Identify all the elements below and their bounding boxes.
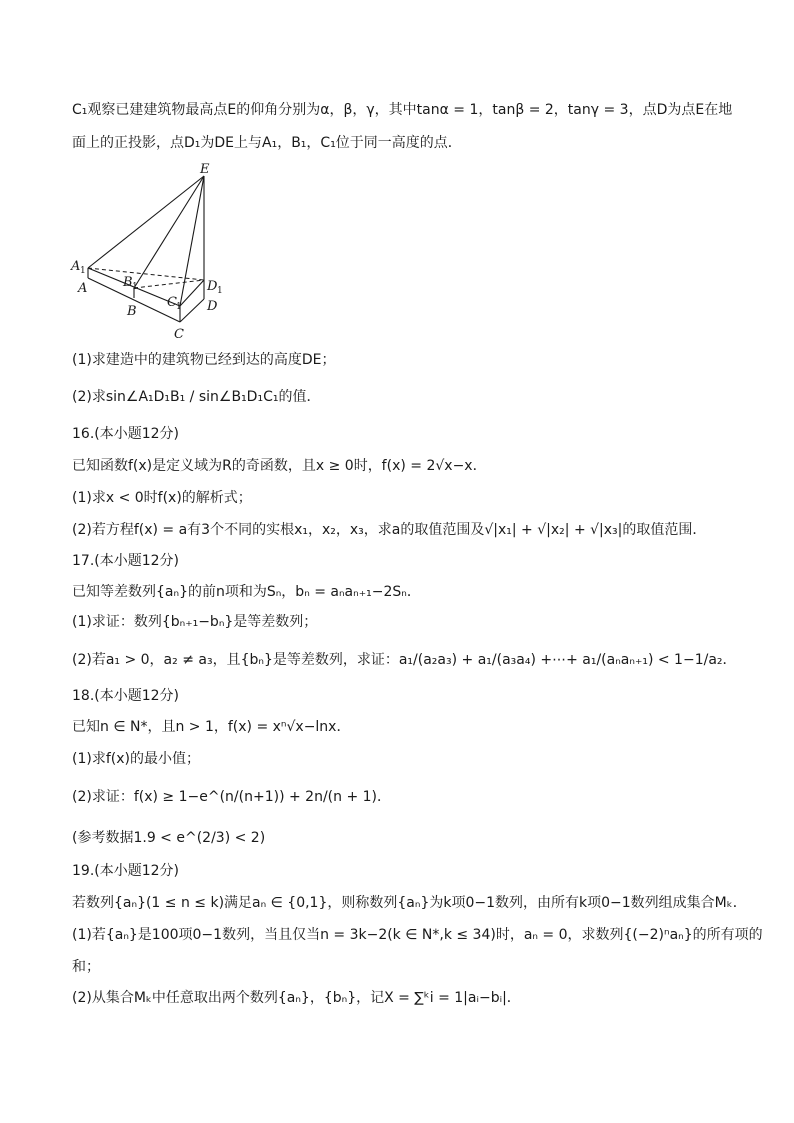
label-B1-sub: 1 bbox=[132, 282, 138, 292]
q18-reference: (参考数据1.9 < e^(2/3) < 2) bbox=[72, 830, 266, 846]
q16-header: 16.(本小题12分) bbox=[72, 426, 180, 442]
q19-part1-line2: 和； bbox=[72, 959, 100, 975]
label-E: E bbox=[200, 162, 210, 177]
dashed-B1-D1 bbox=[134, 280, 204, 288]
label-A: A bbox=[78, 281, 88, 296]
q15-stem-line2: 面上的正投影，点D₁为DE上与A₁，B₁，C₁位于同一高度的点． bbox=[72, 135, 462, 151]
label-A1-sub: 1 bbox=[80, 266, 86, 276]
label-A1: A bbox=[71, 259, 81, 274]
label-B1: B bbox=[123, 275, 133, 290]
label-D1-sub: 1 bbox=[217, 286, 223, 296]
q17-stem: 已知等差数列{aₙ}的前n项和为Sₙ，bₙ = aₙaₙ₊₁−2Sₙ． bbox=[72, 584, 421, 600]
prism-diagram bbox=[66, 160, 246, 345]
q19-stem: 若数列{aₙ}(1 ≤ n ≤ k)满足aₙ ∈ {0,1}，则称数列{aₙ}为k项0−1数列，由所有k项0−1数列组成集合Mₖ． bbox=[72, 895, 747, 911]
q16-part2: (2)若方程f(x) = a有3个不同的实根x₁，x₂，x₃，求a的取值范围及√|x₁| + √|x₂| + √|x₃|的取值范围． bbox=[72, 522, 707, 538]
q19-part2: (2)从集合Mₖ中任意取出两个数列{aₙ}，{bₙ}，记X = ∑ᵏi = 1|aᵢ−bᵢ|． bbox=[72, 990, 521, 1006]
q17-part2: (2)若a₁ > 0，a₂ ≠ a₃，且{bₙ}是等差数列，求证：a₁/(a₂a₃) + a₁/(a₃a₄) +⋯+ a₁/(aₙaₙ₊₁) < 1−1/a₂． bbox=[72, 652, 737, 668]
q18-part2: (2)求证：f(x) ≥ 1−e^(n/(n+1)) + 2n/(n + 1)． bbox=[72, 789, 391, 805]
q17-part1: (1)求证：数列{bₙ₊₁−bₙ}是等差数列； bbox=[72, 614, 318, 630]
q19-header: 19.(本小题12分) bbox=[72, 863, 180, 879]
label-D: D bbox=[207, 299, 218, 314]
label-C1: C bbox=[167, 295, 177, 310]
q16-stem: 已知函数f(x)是定义域为R的奇函数，且x ≥ 0时，f(x) = 2√x−x． bbox=[72, 458, 487, 474]
edge-E-A1 bbox=[88, 176, 204, 268]
q18-header: 18.(本小题12分) bbox=[72, 688, 180, 704]
q19-part1-line1: (1)若{aₙ}是100项0−1数列，当且仅当n = 3k−2(k ∈ N*,k ≤ 34)时，aₙ = 0，求数列{(−2)ⁿaₙ}的所有项的 bbox=[72, 927, 763, 943]
label-B: B bbox=[127, 304, 137, 319]
q15-stem-line1: C₁观察已建建筑物最高点E的仰角分别为α，β，γ，其中tanα = 1，tanβ = 2，tanγ = 3，点D为点E在地 bbox=[72, 102, 733, 118]
geometry-figure bbox=[66, 160, 246, 345]
q15-part1: (1)求建造中的建筑物已经到达的高度DE； bbox=[72, 352, 336, 368]
label-D1: D bbox=[207, 279, 218, 294]
q18-stem: 已知n ∈ N*，且n > 1，f(x) = xⁿ√x−lnx． bbox=[72, 719, 351, 735]
q15-part2: (2)求sin∠A₁D₁B₁ / sin∠B₁D₁C₁的值． bbox=[72, 389, 321, 405]
q17-header: 17.(本小题12分) bbox=[72, 553, 180, 569]
label-C1-sub: 1 bbox=[176, 302, 182, 312]
q16-part1: (1)求x < 0时f(x)的解析式； bbox=[72, 490, 252, 506]
q18-part1: (1)求f(x)的最小值； bbox=[72, 751, 200, 767]
label-C: C bbox=[174, 327, 184, 342]
